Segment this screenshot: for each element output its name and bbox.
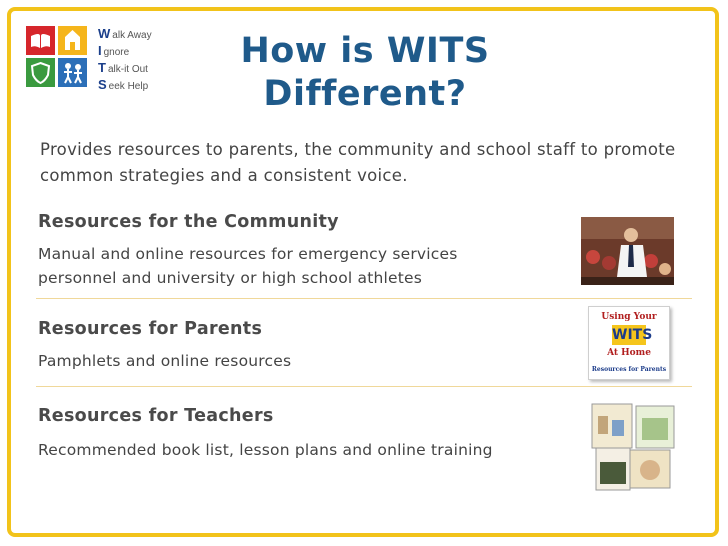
parents-body: Pamphlets and online resources [38,352,292,370]
title-line-1: How is WITS [240,31,490,71]
logo-tiles [26,26,88,88]
logo-line-4: S eek Help [98,77,149,92]
booklet-line-1: Using Your [601,312,657,322]
kids-icon [58,58,87,87]
intro-text: Provides resources to parents, the community and school staff to promote common strategies and a consistent voice. [40,140,676,185]
parents-heading: Resources for Parents [38,319,263,339]
community-photo [581,217,674,285]
title-line-2: Different? [263,74,467,114]
parents-booklet [588,306,670,380]
logo-line-2: I gnore [98,43,130,58]
wits-logo [26,26,158,90]
booklet-line-4: Resources for Parents [591,366,667,373]
community-heading: Resources for the Community [38,212,339,232]
teacher-books-collage [590,402,680,494]
school-icon [58,26,87,55]
booklet-line-2: WITS [612,327,653,343]
logo-words [98,26,152,94]
logo-line-1: W alk Away [98,26,152,41]
community-body: Manual and online resources for emergency services personnel and university or high school athletes [38,245,458,287]
logo-line-3: T alk-it Out [98,60,148,75]
teachers-heading: Resources for Teachers [38,406,274,426]
shield-icon [26,58,55,87]
book-icon [26,26,55,55]
teachers-body: Recommended book list, lesson plans and online training [38,441,493,459]
booklet-line-3: At Home [607,348,651,358]
divider-2 [36,386,692,387]
page-title [160,30,570,116]
divider-1 [36,298,692,299]
